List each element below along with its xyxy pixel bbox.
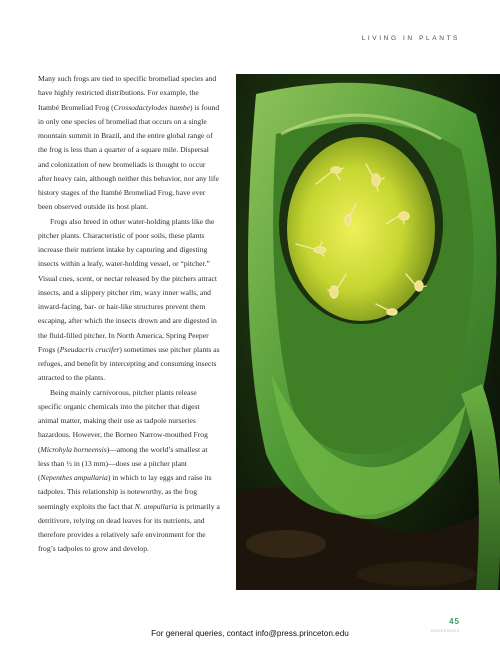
running-head: LIVING IN PLANTS — [361, 35, 460, 42]
text-segment: Frogs also breed in other water-holding plants like the pitcher plants. Characteristic of poor soils, these plants increase their nutrient intake by capturing and digesting insects within a leafy, water-holding vessel, or “pitcher.” Visual cues, scent, or nectar released by the pitchers attract insects, and a slippery pitcher rim, waxy inner walls, and inward-facing, bar- or hair-like structures prevent them escaping, after which the insects drown and are digested in the fluid-filled pitcher. In North America, Spring Peeper Frogs ( — [38, 216, 217, 354]
species-name: Crossodactylodes itambe — [113, 102, 191, 112]
page-number: 45 — [449, 617, 460, 626]
page-number-sub: 000000000 — [430, 628, 460, 633]
body-text — [38, 72, 220, 557]
text-segment: ) sometimes use pitcher plants as refuges, and benefit by intercepting and consuming insects attracted to the plants. — [38, 344, 220, 383]
species-name: Pseudacris crucifer — [59, 344, 120, 354]
footer-contact: For general queries, contact info@press.princeton.edu — [151, 629, 349, 638]
text-segment: Many such frogs are tied to specific bromeliad species and have highly restricted distributions. For example, the Itambé Bromeliad Frog ( — [38, 74, 217, 112]
species-name: N. ampullaria — [134, 501, 178, 511]
text-segment: Being mainly carnivorous, pitcher plants release specific organic chemicals into the pitcher that digest animal matter, making their use as tadpole nurseries hazardous. However, the Borneo Narrow-mouthed Frog ( — [38, 387, 208, 454]
paragraph-2 — [38, 215, 220, 386]
text-segment: )—among the world’s smallest at less than ½ in (13 mm)—does use a pitcher plant ( — [38, 444, 208, 482]
paragraph-1 — [38, 72, 220, 215]
text-segment: ) is found in only one species of bromeliad that occurs on a single mountain summit in Brazil, and the entire global range of the frog is less than a quarter of a square mile. Dispersal and colonization of new bromeliads is thought to occur after heavy rain, although neither this behavior, nor any life history stages of the Itambé Bromeliad Frog, have ever been observed outside its host plant. — [38, 102, 220, 212]
paragraph-3 — [38, 386, 220, 557]
text-segment: ) in which to lay eggs and raise its tadpoles. This relationship is noteworthy, as the frog seemingly exploits the fact that — [38, 473, 212, 511]
pitcher-plant-photo — [236, 74, 500, 590]
species-name: Nepenthes ampullaria — [40, 473, 108, 482]
text-segment: is primarily a detritivore, relying on dead leaves for its nutrients, and therefore provides a relatively safe environment for the frog’s tadpoles to grow and develop. — [38, 501, 220, 554]
species-name: Microhyla borneensis — [40, 444, 107, 454]
pitcher-plant-illustration — [236, 74, 500, 590]
